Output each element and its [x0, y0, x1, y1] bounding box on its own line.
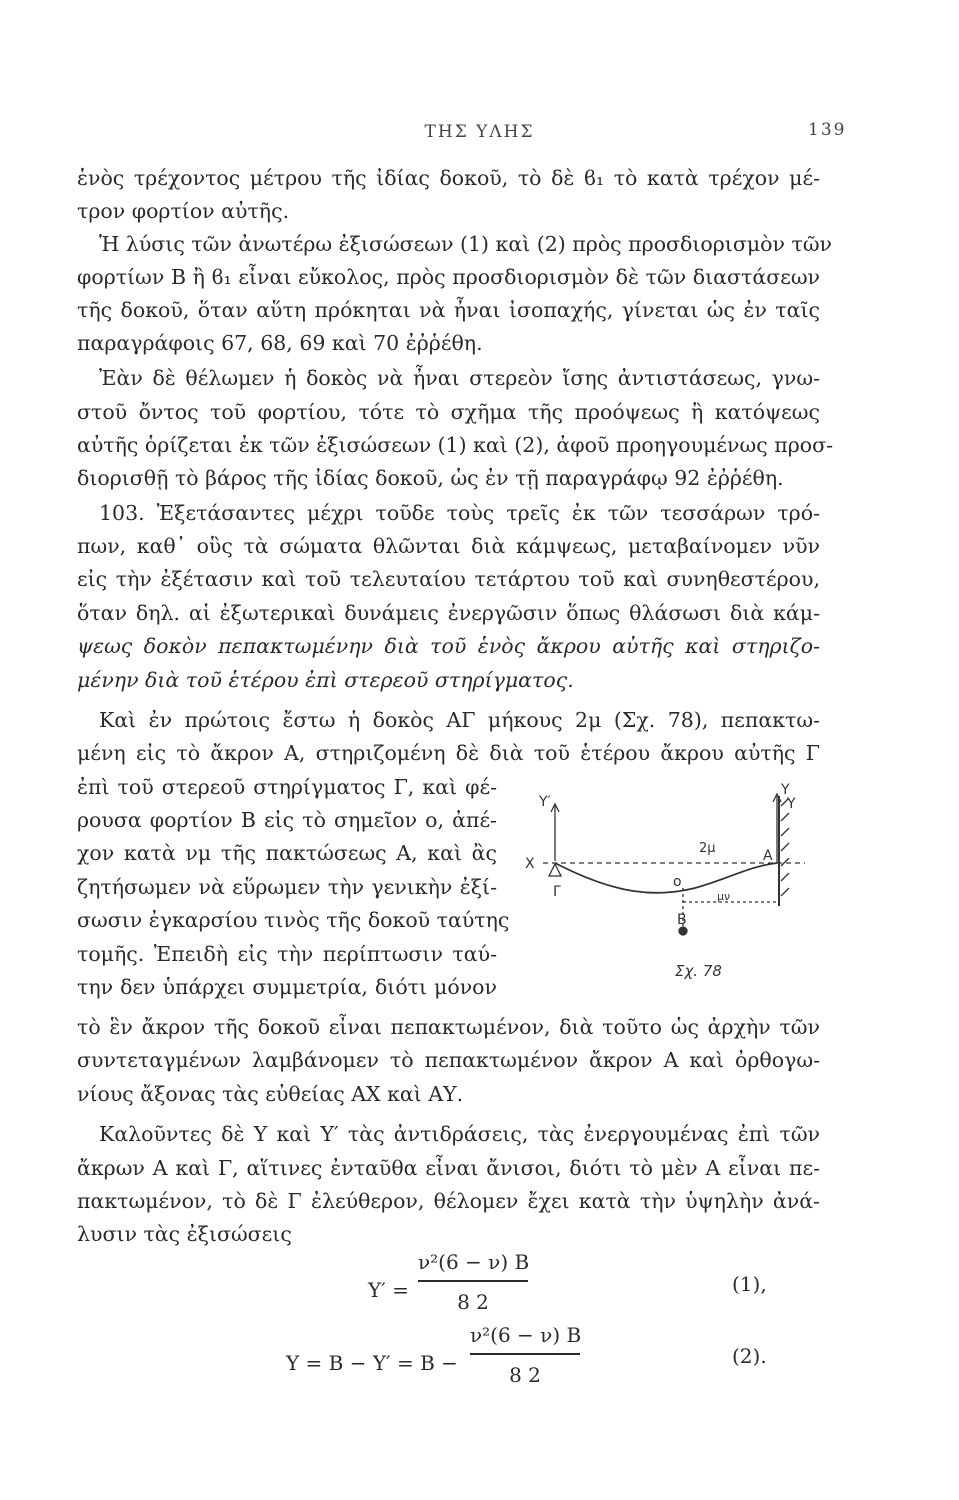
text-line: νίους ἄξονας τὰς εὐθείας ΑΧ καὶ ΑΥ. — [77, 1082, 464, 1106]
load-weight — [679, 927, 687, 935]
label-y-left: Υ′ — [539, 794, 551, 810]
text-line: αὐτῆς ὁρίζεται ἐκ τῶν ἐξισώσεων (1) καὶ (2), ἀφοῦ προηγουμένως προσ- — [77, 433, 834, 457]
text-line: στοῦ ὄντος τοῦ φορτίου, τότε τὸ σχῆμα τῆς προόψεως ἢ κατόψεως — [77, 400, 820, 424]
text-line: 103. Ἐξετάσαντες μέχρι τοῦδε τοὺς τρεῖς ἐκ τῶν τεσσάρων τρό- — [99, 501, 820, 525]
eq1-number: (1), — [732, 1272, 767, 1296]
text-line: Καλοῦντες δὲ Υ καὶ Υ′ τὰς ἀντιδράσεις, τὰς ἐνεργουμένας ἐπὶ τῶν — [99, 1122, 820, 1146]
beam-figure — [505, 776, 825, 996]
text-line: τομῆς. Ἐπειδὴ εἰς τὴν περίπτωσιν ταύ- — [77, 942, 497, 966]
text-line: παραγράφοις 67, 68, 69 καὶ 70 ἐῤῥέθη. — [77, 331, 483, 355]
label-mu-nu: μν — [717, 890, 731, 903]
text-line: πων, καθ᾽ οὓς τὰ σώματα θλῶνται διὰ κάμψεως, μεταβαίνομεν νῦν — [77, 534, 820, 558]
text-line: ρουσα φορτίον Β εἰς τὸ σημεῖον ο, ἀπέ- — [77, 808, 497, 832]
text-line: πακτωμένον, τὸ δὲ Γ ἐλεύθερον, θέλομεν ἔχει κατὰ τὴν ὑψηλὴν ἀνά- — [77, 1189, 820, 1213]
text-line: εἰς τὴν ἐξέτασιν καὶ τοῦ τελευταίου τετάρτου τοῦ καὶ συνηθεστέρου, — [77, 567, 820, 591]
header-title: ΤΗΣ ΥΛΗΣ — [424, 122, 535, 142]
text-line: ἄκρων Α καὶ Γ, αἵτινες ἐνταῦθα εἶναι ἄνισοι, διότι τὸ μὲν Α εἶναι πε- — [77, 1156, 820, 1180]
eq2-denominator: 8 2 — [509, 1363, 541, 1387]
text-line: ὅταν δηλ. αἱ ἐξωτερικαὶ δυνάμεις ἐνεργῶσιν ὅπως θλάσωσι διὰ κάμ- — [77, 601, 820, 625]
text-line: ἑνὸς τρέχοντος μέτρου τῆς ἰδίας δοκοῦ, τὸ δὲ ϐ₁ τὸ κατὰ τρέχον μέ- — [77, 166, 820, 190]
eq2-numerator: ν²(6 − ν) Β — [470, 1323, 582, 1347]
text-line: την δεν ὑπάρχει συμμετρία, διότι μόνον — [77, 975, 497, 999]
text-line: διορισθῇ τὸ βάρος τῆς ἰδίας δοκοῦ, ὡς ἐν τῇ παραγράφῳ 92 ἐῤῥέθη. — [77, 466, 784, 490]
deflected-beam — [555, 863, 777, 893]
label-x: Χ — [525, 856, 535, 872]
eq1-denominator: 8 2 — [457, 1290, 489, 1314]
eq2-number: (2). — [732, 1344, 767, 1368]
label-length: 2μ — [699, 841, 716, 856]
eq1-fraction-bar — [418, 1280, 528, 1282]
text-line: ζητήσωμεν νὰ εὕρωμεν τὴν γενικὴν ἐξί- — [77, 875, 497, 899]
label-b: Β — [677, 912, 687, 928]
text-line: μένη εἰς τὸ ἄκρον Α, στηριζομένη δὲ διὰ τοῦ ἑτέρου ἄκρου αὐτῆς Γ — [77, 741, 820, 765]
label-y-right-top: Υ — [781, 782, 790, 798]
text-line: σωσιν ἐγκαρσίου τινὸς τῆς δοκοῦ ταύτης — [77, 908, 510, 932]
label-g: Γ — [553, 884, 561, 900]
text-line: τὸ ἓν ἄκρον τῆς δοκοῦ εἶναι πεπακτωμένον, διὰ τοῦτο ὡς ἀρχὴν τῶν — [77, 1015, 820, 1039]
label-a: Α — [763, 848, 773, 864]
eq1-numerator: ν²(6 − ν) Β — [418, 1250, 530, 1274]
text-line: χον κατὰ νμ τῆς πακτώσεως Α, καὶ ἂς — [77, 841, 497, 865]
text-line: τρον φορτίον αὐτῆς. — [77, 199, 290, 223]
text-line: συντεταγμένων λαμβάνομεν τὸ πεπακτωμένον ἄκρον Α καὶ ὀρθογω- — [77, 1048, 820, 1072]
text-line-italic: ψεως δοκὸν πεπακτωμένην διὰ τοῦ ἑνὸς ἄκρου αὐτῆς καὶ στηριζο- — [77, 634, 820, 658]
label-o: ο — [673, 874, 682, 890]
text-line-italic: μένην διὰ τοῦ ἑτέρου ἐπὶ στερεοῦ στηρίγματος. — [77, 668, 574, 692]
figure-caption: Σχ. 78 — [675, 962, 722, 980]
text-line: Καὶ ἐν πρώτοις ἔστω ἡ δοκὸς ΑΓ μήκους 2μ (Σχ. 78), πεπακτω- — [99, 708, 820, 732]
page-number: 139 — [808, 120, 847, 140]
eq2-lhs: Υ = Β − Υ′ = Β − — [286, 1351, 458, 1375]
text-line: ἐπὶ τοῦ στερεοῦ στηρίγματος Γ, καὶ φέ- — [77, 775, 497, 799]
text-line: λυσιν τὰς ἐξισώσεις — [77, 1222, 292, 1246]
eq2-fraction-bar — [470, 1353, 580, 1355]
text-line: τῆς δοκοῦ, ὅταν αὕτη πρόκηται νὰ ἦναι ἰσοπαχής, γίνεται ὡς ἐν ταῖς — [77, 298, 820, 322]
text-line: Ἐὰν δὲ θέλωμεν ἡ δοκὸς νὰ ἦναι στερεὸν ἴσης ἀντιστάσεως, γνω- — [99, 366, 820, 390]
label-y-right: Υ — [787, 796, 796, 812]
text-line: Ἡ λύσις τῶν ἀνωτέρω ἐξισώσεων (1) καὶ (2) πρὸς προσδιορισμὸν τῶν — [99, 232, 833, 256]
text-line: φορτίων Β ἢ ϐ₁ εἶναι εὔκολος, πρὸς προσδιορισμὸν δὲ τῶν διαστάσεων — [77, 265, 820, 289]
eq1-lhs: Υ′ = — [368, 1278, 409, 1302]
